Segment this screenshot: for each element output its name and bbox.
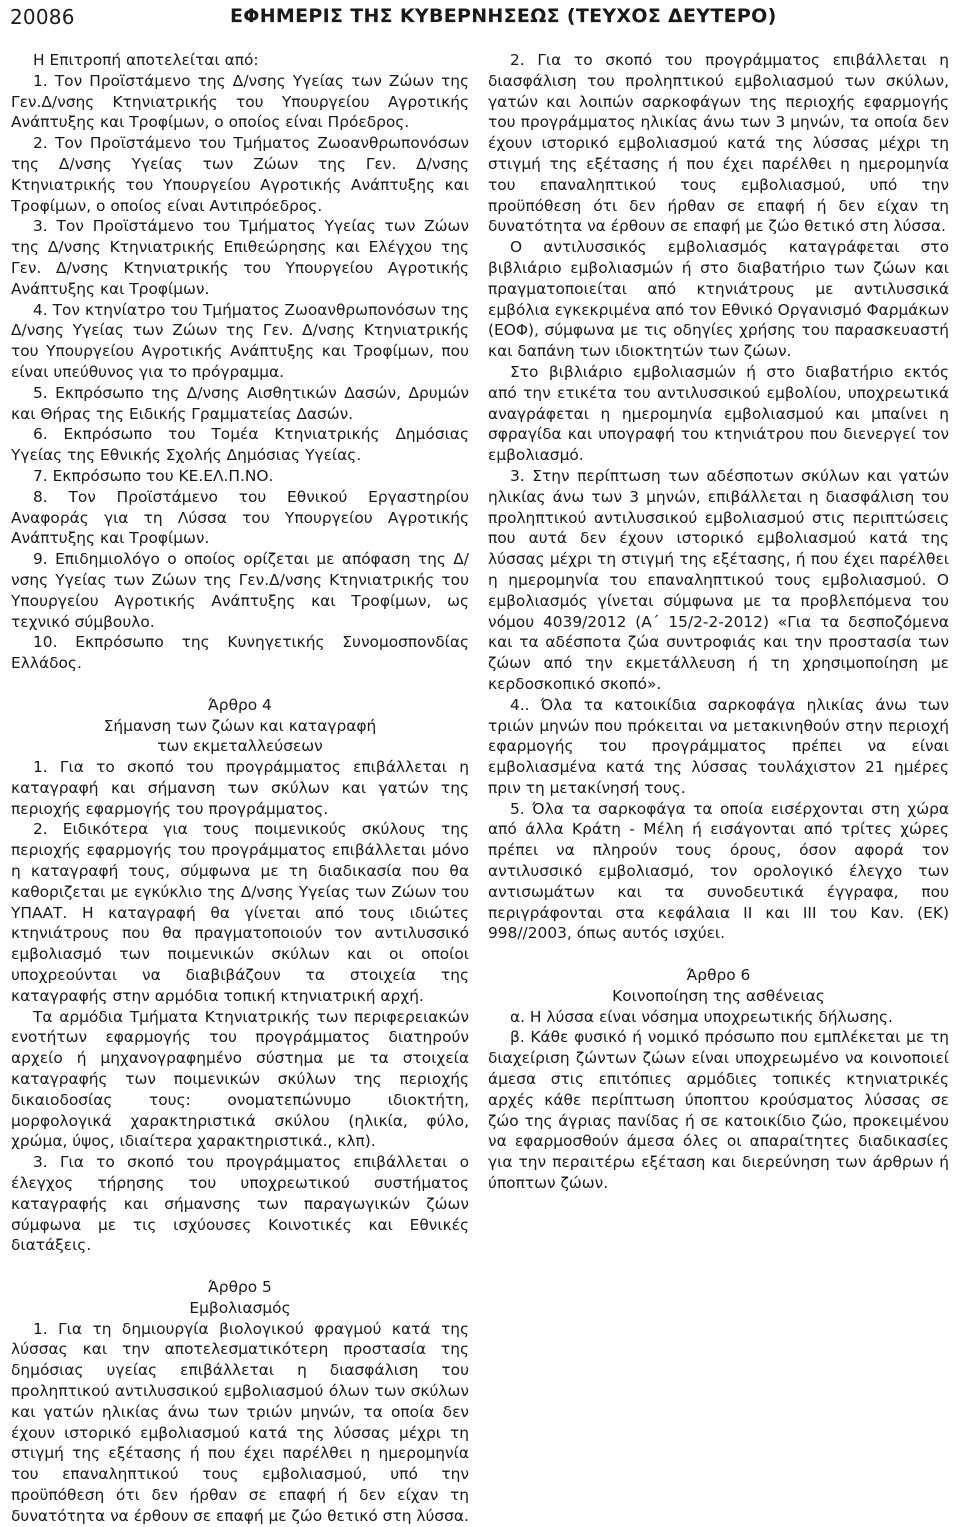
- paragraph-split-left: 1. Για τη δημιουργία βιολογικού φραγμού κατά της λύσσας και την αποτελεσματικότερη προστασία της δημόσιας υγείας επιβάλλεται η διασφάλιση του προληπτικού αντιλυσσικού εμβολιασμού όλων των σκύλων και γατών ηλικίας άνω των τριών μηνών, τα οποία δεν έχουν ιστορικό εμβολιασμού κατά της λύσσας μέχρι τη στιγμή της εξέτασης ή που έχει παρέλθει η ημερομηνία του επαναληπτικού τους εμβολιασμού, υπό την προϋπόθεση ότι δεν ήρθαν σε επαφή ή δεν είχαν τη δυνατότητα να έρθουν σε επαφή με ζώο θετικό στη λύσσα.: [11, 1319, 469, 1525]
- committee-member: 4. Τον κτηνίατρο του Τμήματος Ζωοανθρωπονόσων της Δ/νσης Υγείας των Ζώων της Γεν. Δ/νσης Κτηνιατρικής του Υπουργείου Αγροτικής Ανάπτυξης και Τροφίμων, που είναι υπεύθυνος για το πρόγραμμα.: [11, 300, 469, 381]
- committee-member: 2. Τον Προϊστάμενο του Τμήματος Ζωοανθρωπονόσων της Δ/νσης Υγείας των Ζώων της Γεν. Δ/νσης Κτηνιατρικής του Υπουργείου Αγροτικής Ανάπτυξης και Τροφίμων, ο οποίος είναι Αντιπρόεδρος.: [11, 134, 469, 215]
- committee-member: 3. Τον Προϊστάμενο του Τμήματος Υγείας των Ζώων της Δ/νσης Κτηνιατρικής Επιθεώρησης και Ελέγχου της Γεν. Δ/νσης Κτηνιατρικής του Υπουργείου Αγροτικής Ανάπτυξης και Τροφίμων.: [11, 217, 469, 298]
- paragraph: 2. Για το σκοπό του προγράμματος επιβάλλεται η διασφάλιση του προληπτικού εμβολιασμού των σκύλων, γατών και λοιπών σαρκοφάγων της περιοχής εφαρμογής του προγράμματος ηλικίας άνω των 3 μηνών, τα οποία δεν έχουν ιστορικό εμβολιασμού κατά της λύσσας μέχρι τη στιγμή της εξέτασης ή που έχει παρέλθει η ημερομηνία του επαναληπτικού τους εμβολιασμού, υπό την προϋπόθεση ότι δεν ήρθαν σε επαφή ή δεν είχαν τη δυνατότητα να έρθουν σε επαφή με ζώο θετικό στη λύσσα.: [488, 51, 949, 236]
- committee-member: 7. Εκπρόσωπο του ΚΕ.ΕΛ.Π.ΝΟ.: [33, 466, 274, 485]
- committee-member: 5. Εκπρόσωπο της Δ/νσης Αισθητικών Δασών, Δρυμών και Θήρας της Ειδικής Γραμματείας Δασών.: [11, 383, 469, 423]
- article-4-heading: [11, 695, 469, 757]
- paragraph: 3. Για το σκοπό του προγράμματος επιβάλλεται ο έλεγχος τήρησης του υποχρεωτικού συστήματος καταγραφής και σήμανσης των παραγωγικών ζώων σύμφωνα με τις ισχύουσες Κοινοτικές και Εθνικές διατάξεις.: [11, 1153, 469, 1255]
- paragraph: Ο αντιλυσσικός εμβολιασμός καταγράφεται στο βιβλιάριο εμβολιασμών ή στο διαβατήριο των ζώων και πραγματοποιείται από κτηνιάτρους με αντιλυσσικά εμβόλια εγκεκριμένα από τον Εθνικό Οργανισμό Φαρμάκων (ΕΟΦ), σύμφωνα με τις οδηγίες χρήσης του παρασκευαστή και δαπάνη των ιδιοκτητών των ζώων.: [488, 238, 949, 361]
- running-title: ΕΦΗΜΕΡΙΣ ΤΗΣ ΚΥΒΕΡΝΗΣΕΩΣ (ΤΕΥΧΟΣ ΔΕΥΤΕΡΟ): [230, 5, 777, 27]
- paragraph: 5. Όλα τα σαρκοφάγα τα οποία εισέρχονται στη χώρα από άλλα Κράτη - Μέλη ή εισάγονται από τρίτες χώρες πρέπει να πληρούν τους όρους, όσον αφορά τον αντιλυσσικό εμβολιασμό, τον ορολογικό έλεγχο των αντισωμάτων και τα συνοδευτικά έγγραφα, που περιγράφονται στα κεφάλαια ΙΙ και ΙΙΙ του Καν. (ΕΚ) 998//2003, όπως αυτός ισχύει.: [488, 799, 949, 943]
- committee-member: 8. Τον Προϊστάμενο του Εθνικού Εργαστηρίου Αναφοράς για τη Λύσσα του Υπουργείου Αγροτικής Ανάπτυξης και Τροφίμων.: [11, 487, 469, 548]
- paragraph: Τα αρμόδια Τμήματα Κτηνιατρικής των περιφερειακών ενοτήτων εφαρμογής του προγράμματος διατηρούν αρχείο ή μηχανογραφημένο σύστημα με τα στοιχεία καταγραφής των ποιμενικών σκύλων της περιοχής δικαιοδοσίας τους: ονοματεπώνυμο ιδιοκτήτη, μορφολογικά χαρακτηριστικά σκύλου (ηλικία, φύλο, χρώμα, ύψος, ιδιαίτερα χαρακτηριστικά., κλπ).: [11, 1007, 469, 1151]
- article-subtitle: των εκμεταλλεύσεων: [157, 737, 323, 756]
- article-subtitle: Κοινοποίηση της ασθένειας: [612, 986, 825, 1005]
- article-subtitle: Εμβολιασμός: [189, 1298, 291, 1317]
- committee-member: 9. Επιδημιολόγο ο οποίος ορίζεται με απόφαση της Δ/νσης Υγείας των Ζώων της Γεν.Δ/νσης Κτηνιατρικής του Υπουργείου Αγροτικής Ανάπτυξης και Τροφίμων, ως τεχνικό σύμβουλο.: [11, 550, 469, 631]
- paragraph: α. Η λύσσα είναι νόσημα υποχρεωτικής δήλωσης.: [510, 1007, 893, 1026]
- paragraph: β. Κάθε φυσικό ή νομικό πρόσωπο που εμπλέκεται με τη διαχείριση ζώντων ζώων είναι υποχρεωμένο να κοινοποιεί άμεσα στις επιτόπιες αρμόδιες τοπικές κτηνιατρικές αρχές κάθε περίπτωση ύποπτου κρούσματος λύσσας σε ζώο της άγριας πανίδας ή σε κατοικίδιο ζώο, προκειμένου να εφαρμοσθούν άμεσα όλες οι απαραίτητες διαδικασίες για την περαιτέρω εξέταση και διερεύνηση των άρθρων ή ύποπτων ζώων.: [488, 1028, 949, 1193]
- paragraph: 4.. Όλα τα κατοικίδια σαρκοφάγα ηλικίας άνω των τριών μηνών που πρόκειται να μετακινηθούν στην περιοχή εφαρμογής του προγράμματος πρέπει να είναι εμβολιασμένα κατά της λύσσας τουλάχιστον 21 ημέρες πριν τη μετακίνησή τους.: [488, 695, 949, 797]
- committee-member: 6. Εκπρόσωπο του Τομέα Κτηνιατρικής Δημόσιας Υγείας της Εθνικής Σχολής Δημόσιας Υγείας.: [11, 425, 469, 465]
- article-title: Άρθρο 6: [686, 966, 751, 985]
- paragraph: 1. Για το σκοπό του προγράμματος επιβάλλεται η καταγραφή και σήμανση των σκύλων και γατών της περιοχής εφαρμογής του προγράμματος.: [11, 758, 469, 818]
- page-number: 20086: [10, 5, 75, 29]
- left-column: [11, 50, 469, 1527]
- article-title: Άρθρο 5: [208, 1278, 272, 1297]
- paragraph: Στο βιβλιάριο εμβολιασμών ή στο διαβατήριο εκτός από την ετικέτα του αντιλυσσικού εμβολίου, υποχρεωτικά αναγράφεται η ημερομηνία εμβολιασμού και μπαίνει η σφραγίδα και υπογραφή του κτηνιάτρου που διενεργεί τον εμβολιασμό.: [488, 362, 949, 465]
- paragraph: 2. Ειδικότερα για τους ποιμενικούς σκύλους της περιοχής εφαρμογής του προγράμματος επιβάλλεται μόνο η καταγραφή τους, σύμφωνα με τη διαδικασία που θα καθοριζεται με εγκύκλιο της Δ/νσης Υγείας των Ζώων του ΥΠΑΑΤ. Η καταγραφή θα γίνεται από τους ιδιώτες κτηνιάτρους που θα πραγματοποιούν τον αντιλυσσικό εμβολιασμό των ποιμενικών σκύλων και οι οποίοι υποχρεούνται να διαβιβάζουν τα στοιχεία της καταγραφής στην αρμόδια τοπική κτηνιατρική αρχή.: [11, 820, 469, 1005]
- article-title: Άρθρο 4: [208, 695, 272, 714]
- committee-member: 10. Εκπρόσωπο της Κυνηγετικής Συνομοσπονδίας Ελλάδος.: [11, 633, 469, 673]
- right-column: [488, 50, 949, 1194]
- article-5-heading: [11, 1277, 469, 1319]
- paragraph: 3. Στην περίπτωση των αδέσποτων σκύλων και γατών ηλικίας άνω των 3 μηνών, επιβάλλεται η διασφάλιση του προληπτικού αντιλυσσικού εμβολιασμού στις περιπτώσεις που αυτά δεν έχουν ιστορικό εμβολιασμού κατά της λύσσας μέχρι τη στιγμή της εξέτασης, ή που έχει παρέλθει η ημερομηνία του επαναληπτικού τους εμβολιασμού. Ο εμβολιασμός γίνεται σύμφωνα με τα προβλεπόμενα του νόμου 4039/2012 (Α΄ 15/2-2-2012) «Για τα δεσποζόμενα και τα αδέσποτα ζώα συντροφιάς και την προστασία των ζώων από την εκμετάλλευση ή τη χρησιμοποίηση με κερδοσκοπικό σκοπό».: [488, 466, 949, 693]
- committee-intro: Η Επιτροπή αποτελείται από:: [33, 51, 259, 69]
- page-header: [0, 0, 960, 36]
- committee-member: 1. Τον Προϊστάμενο της Δ/νσης Υγείας των Ζώων της Γεν.Δ/νσης Κτηνιατρικής του Υπουργείου Αγροτικής Ανάπτυξης και Τροφίμων, ο οποίος είναι Πρόεδρος.: [11, 71, 469, 132]
- article-subtitle: Σήμανση των ζώων και καταγραφή: [103, 716, 377, 735]
- article-6-heading: [488, 965, 949, 1007]
